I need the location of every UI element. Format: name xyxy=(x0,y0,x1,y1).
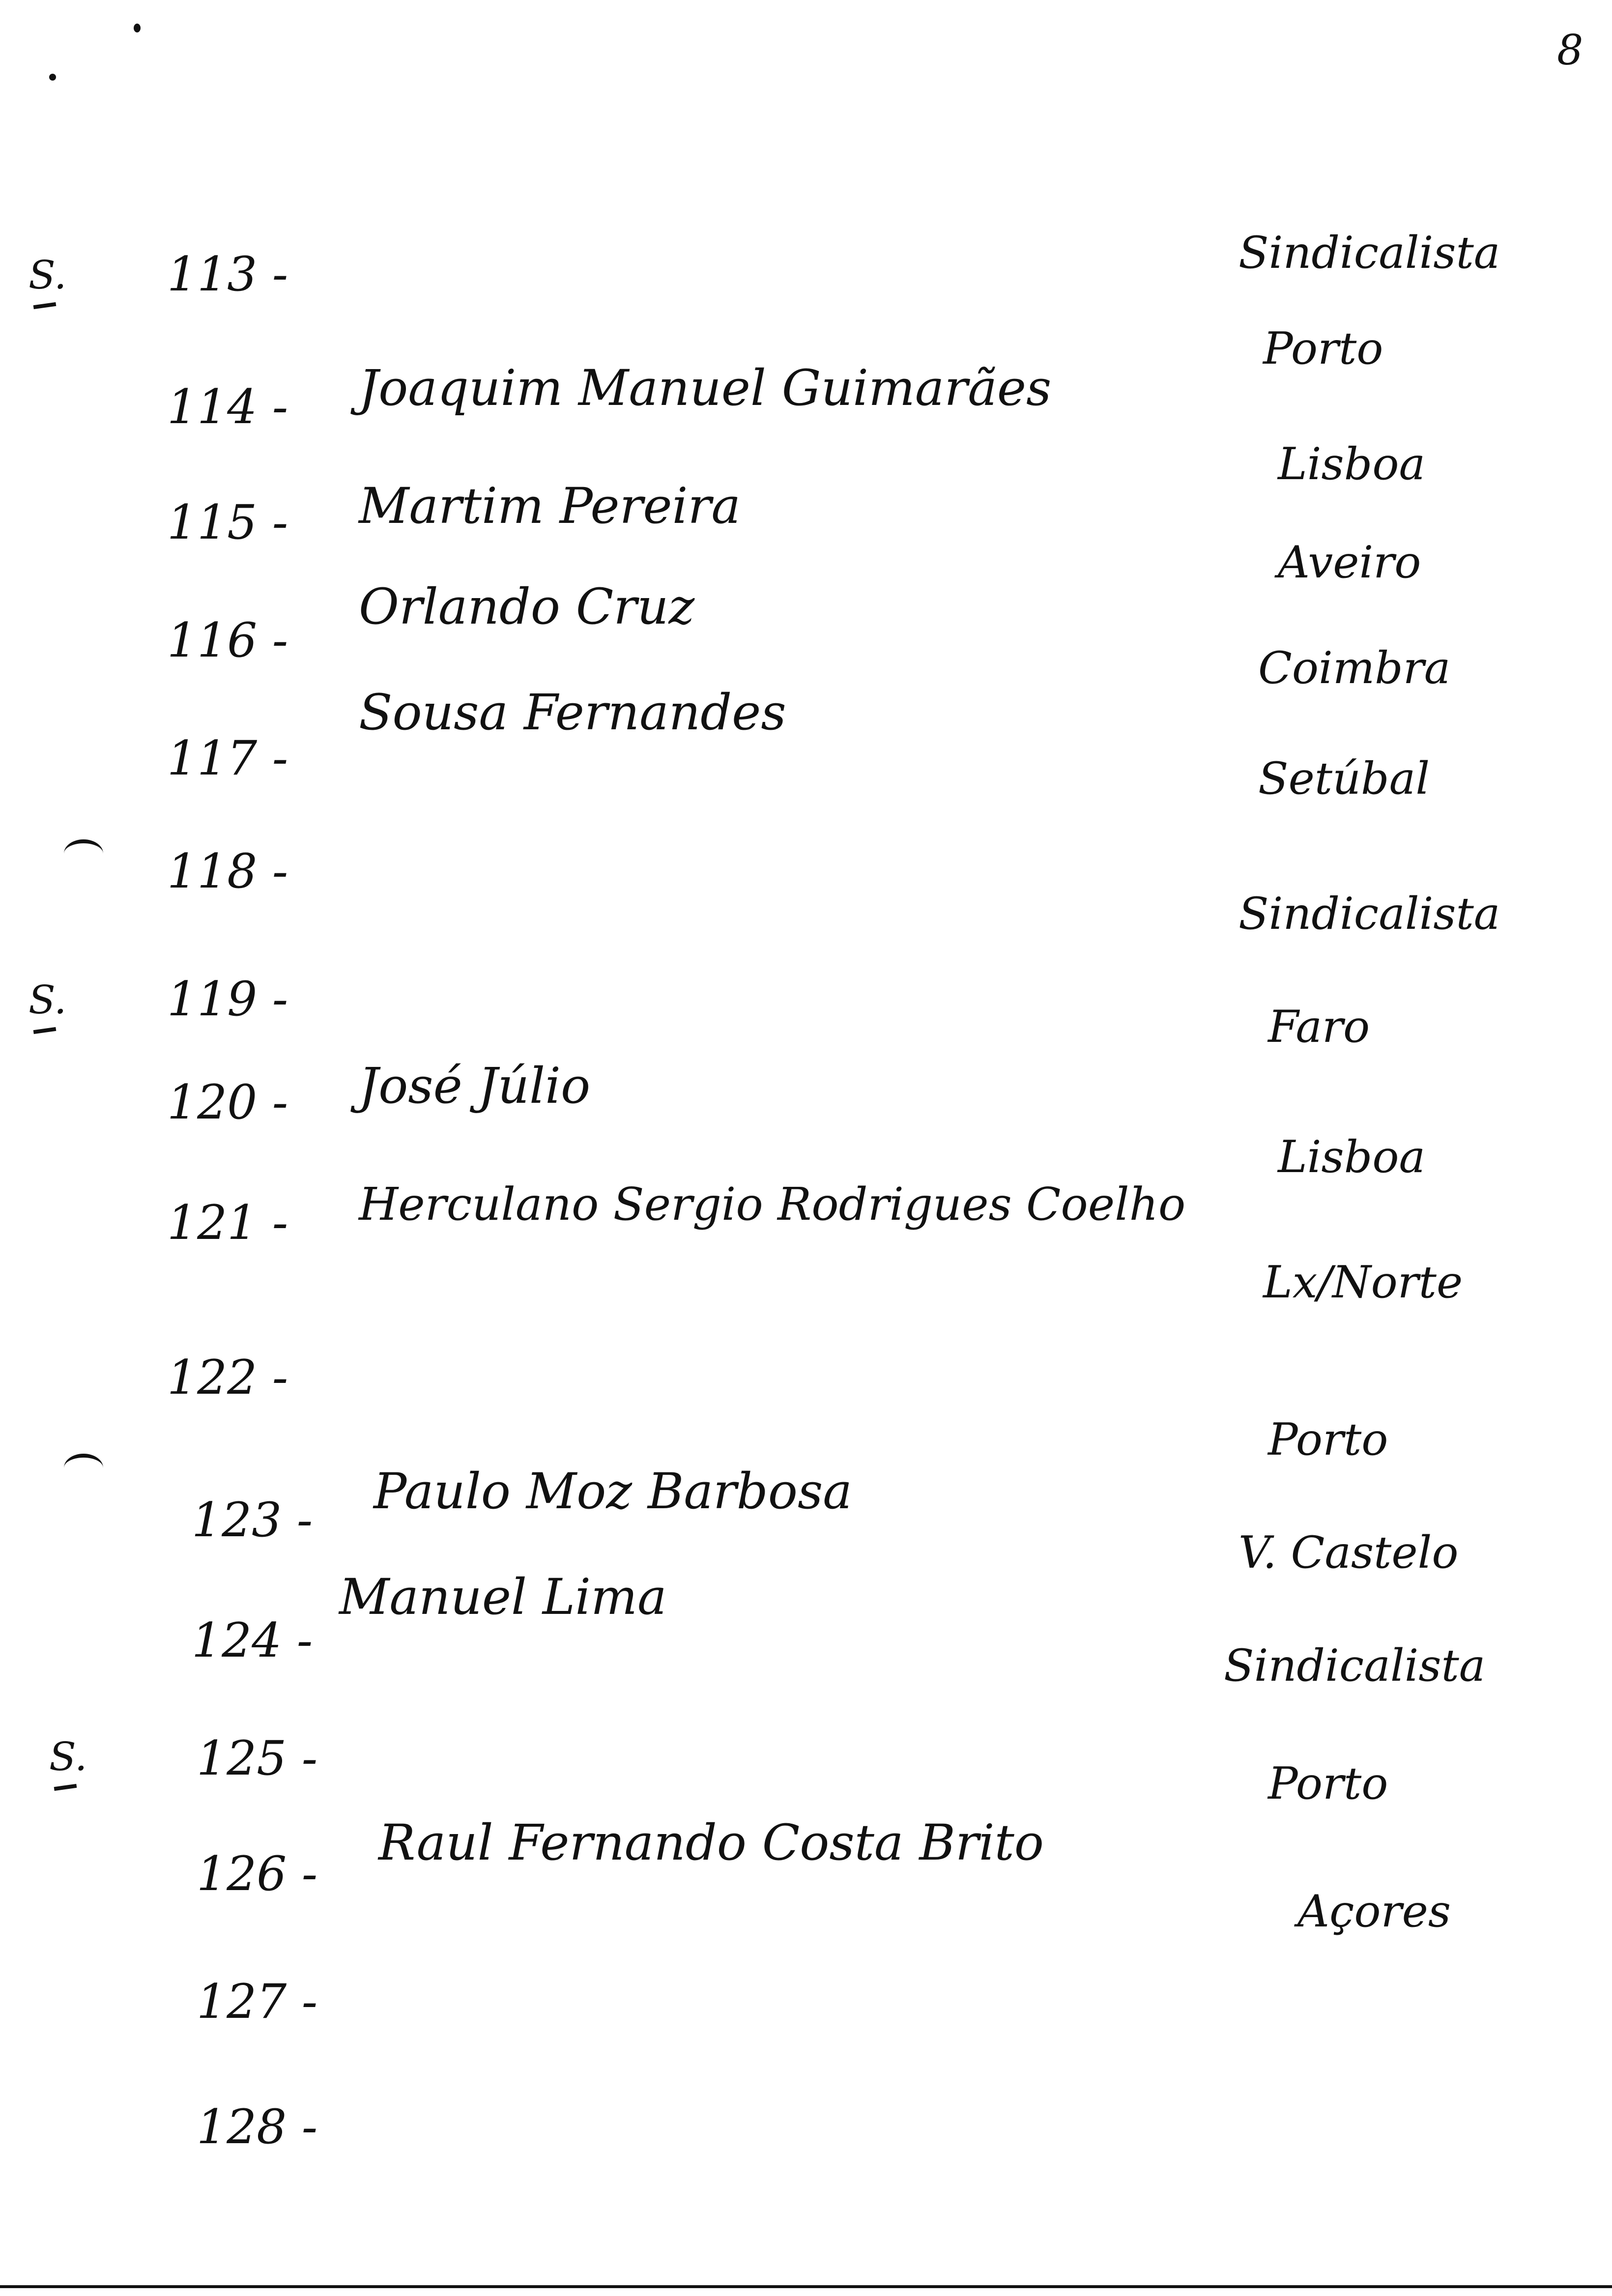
entry-number: 114 - xyxy=(167,379,288,434)
place-label: V. Castelo xyxy=(1238,1527,1459,1578)
entry-name: José Júlio xyxy=(359,1057,591,1115)
entry-name: Manuel Lima xyxy=(339,1568,667,1626)
entry-number: 124 - xyxy=(192,1613,313,1668)
place-label: Sindicalista xyxy=(1238,227,1500,279)
place-label: Coimbra xyxy=(1258,642,1451,694)
entry-number: 113 - xyxy=(167,247,288,302)
place-label: Porto xyxy=(1268,1414,1388,1465)
place-label: Setúbal xyxy=(1258,753,1430,804)
entry-number: 120 - xyxy=(167,1075,288,1130)
place-label: Aveiro xyxy=(1278,537,1421,588)
place-label: Porto xyxy=(1268,1758,1388,1809)
entry-number: 122 - xyxy=(167,1350,288,1405)
place-label: Sindicalista xyxy=(1238,888,1500,940)
entry-name: Joaquim Manuel Guimarães xyxy=(359,359,1052,417)
entry-name: Paulo Moz Barbosa xyxy=(374,1463,852,1520)
arc-marker xyxy=(64,839,103,868)
entry-number: 119 - xyxy=(167,972,288,1027)
entry-name: Raul Fernando Costa Brito xyxy=(378,1814,1044,1871)
place-label: Faro xyxy=(1268,1001,1370,1053)
entry-number: 128 - xyxy=(197,2099,318,2154)
arc-marker xyxy=(64,1454,103,1482)
place-label: Lisboa xyxy=(1278,1131,1426,1183)
bottom-edge-line xyxy=(0,2285,1612,2288)
entry-number: 127 - xyxy=(197,1974,318,2029)
entry-number: 117 - xyxy=(167,731,288,786)
place-label: Sindicalista xyxy=(1224,1640,1486,1692)
ink-dot xyxy=(49,74,56,81)
entry-number: 116 - xyxy=(167,613,288,668)
place-label: Lisboa xyxy=(1278,438,1426,490)
entry-number: 126 - xyxy=(197,1846,318,1901)
place-label: Lx/Norte xyxy=(1263,1257,1463,1308)
entry-name: Herculano Sergio Rodrigues Coelho xyxy=(359,1178,1186,1231)
entry-name: Martim Pereira xyxy=(359,477,741,535)
place-label: Porto xyxy=(1263,323,1383,374)
place-label: Açores xyxy=(1297,1886,1451,1937)
entry-number: 115 - xyxy=(167,495,288,550)
s-marker: S. xyxy=(49,1737,93,1777)
entry-number: 123 - xyxy=(192,1492,313,1548)
s-marker: S. xyxy=(29,980,73,1020)
entry-number: 118 - xyxy=(167,844,288,899)
ink-dot xyxy=(134,24,141,32)
page-number: 8 xyxy=(1557,26,1583,74)
entry-name: Orlando Cruz xyxy=(359,578,695,635)
entry-number: 125 - xyxy=(197,1731,318,1786)
entry-name: Sousa Fernandes xyxy=(359,684,786,741)
entry-number: 121 - xyxy=(167,1195,288,1250)
s-marker: S. xyxy=(29,256,73,295)
